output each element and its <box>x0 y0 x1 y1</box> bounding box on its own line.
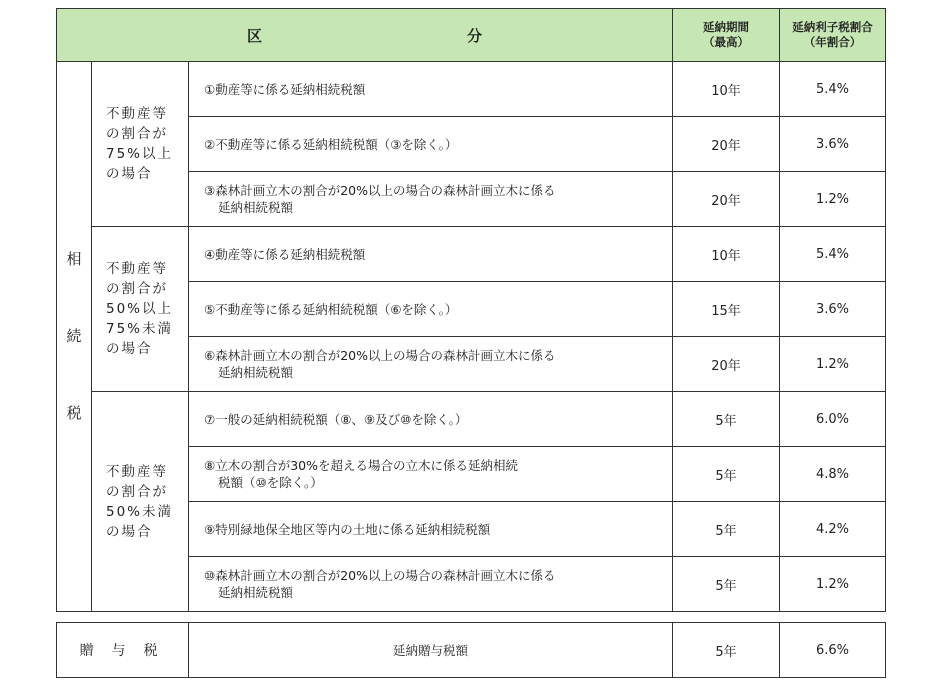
group-label-line: 50%以上 <box>106 301 174 317</box>
row-desc <box>189 502 673 557</box>
row-desc <box>189 117 673 172</box>
gap-cell <box>57 612 886 623</box>
row-period: 5年 <box>673 447 780 502</box>
table-gap <box>57 612 886 623</box>
group-label-line: の場合 <box>106 523 153 540</box>
group-label-line: の場合 <box>106 166 153 182</box>
row-desc <box>189 447 673 502</box>
group-label-50-75 <box>92 227 189 392</box>
row-period: 20年 <box>673 117 780 172</box>
header-rate-line2: （年割合） <box>803 35 862 49</box>
inheritance-char-1: 相 <box>66 250 82 268</box>
row-desc-line1: ⑦一般の延納相続税額（⑧、⑨及び⑩を除く。） <box>204 411 468 427</box>
row-desc-line1: ⑥森林計画立木の割合が20%以上の場合の森林計画立木に係る <box>204 348 556 363</box>
group-label-line: 50%未満 <box>106 503 174 520</box>
row-rate: 5.4% <box>780 62 886 117</box>
group-label-line: 不動産等 <box>106 261 168 277</box>
row-desc-line2: 延納相続税額 <box>218 200 294 215</box>
row-rate: 6.0% <box>780 392 886 447</box>
row-period: 10年 <box>673 62 780 117</box>
group-label-line: の割合が <box>106 483 168 500</box>
table-row <box>57 392 886 447</box>
row-rate: 3.6% <box>780 117 886 172</box>
group-label-75-over <box>92 62 189 227</box>
row-desc-line1: ③森林計画立木の割合が20%以上の場合の森林計画立木に係る <box>204 183 556 198</box>
row-period: 5年 <box>673 502 780 557</box>
header-period-line1: 延納期間 <box>703 20 750 34</box>
row-desc-line2: 延納相続税額 <box>218 585 294 600</box>
inheritance-char-2: 続 <box>66 327 82 345</box>
row-rate: 1.2% <box>780 557 886 612</box>
row-rate: 1.2% <box>780 337 886 392</box>
row-rate: 1.2% <box>780 172 886 227</box>
row-period: 20年 <box>673 337 780 392</box>
row-desc <box>189 337 673 392</box>
row-rate: 4.8% <box>780 447 886 502</box>
inheritance-tax-label <box>57 62 92 612</box>
row-desc <box>189 172 673 227</box>
tax-deferral-table <box>56 8 886 678</box>
row-desc-line1: ⑧立木の割合が30%を超える場合の立木に係る延納相続 <box>204 458 518 473</box>
row-desc-line1: ①動産等に係る延納相続税額 <box>204 81 366 97</box>
gift-tax-label: 贈与税 <box>57 623 189 678</box>
group-label-line: の割合が <box>106 281 168 297</box>
row-rate: 5.4% <box>780 227 886 282</box>
gift-tax-period: 5年 <box>673 623 780 678</box>
row-desc-line1: ⑨特別緑地保全地区等内の土地に係る延納相続税額 <box>204 521 491 537</box>
header-division-left: 区 <box>246 26 262 45</box>
group-label-line: 75%以上 <box>106 146 174 162</box>
row-period: 5年 <box>673 557 780 612</box>
inheritance-char-3: 税 <box>66 404 82 422</box>
header-division <box>57 9 673 62</box>
gift-tax-row <box>57 623 886 678</box>
row-desc-line1: ⑤不動産等に係る延納相続税額（⑥を除く。） <box>204 301 458 317</box>
table-row <box>57 227 886 282</box>
header-division-right: 分 <box>467 26 483 45</box>
gift-tax-rate: 6.6% <box>780 623 886 678</box>
row-desc-line1: ⑩森林計画立木の割合が20%以上の場合の森林計画立木に係る <box>204 568 556 583</box>
group-label-line: の割合が <box>106 126 168 142</box>
row-desc-line2: 税額（⑩を除く。） <box>218 475 323 490</box>
table-header <box>57 9 886 62</box>
row-desc <box>189 557 673 612</box>
group-label-50-under <box>92 392 189 612</box>
row-period: 20年 <box>673 172 780 227</box>
group-label-line: 75%未満 <box>106 321 174 337</box>
group-label-line: 不動産等 <box>106 463 168 480</box>
row-desc <box>189 62 673 117</box>
group-label-line: 不動産等 <box>106 106 168 122</box>
header-period-line2: （最高） <box>703 35 750 49</box>
row-desc-line1: ②不動産等に係る延納相続税額（③を除く。） <box>204 136 458 152</box>
row-desc <box>189 392 673 447</box>
header-period <box>673 9 780 62</box>
header-rate <box>780 9 886 62</box>
row-period: 10年 <box>673 227 780 282</box>
table-row <box>57 62 886 117</box>
group-label-line: の場合 <box>106 341 153 357</box>
header-rate-line1: 延納利子税割合 <box>792 20 873 34</box>
row-rate: 4.2% <box>780 502 886 557</box>
row-desc <box>189 227 673 282</box>
row-period: 15年 <box>673 282 780 337</box>
row-period: 5年 <box>673 392 780 447</box>
gift-tax-desc: 延納贈与税額 <box>189 623 673 678</box>
row-desc-line2: 延納相続税額 <box>218 365 294 380</box>
row-desc <box>189 282 673 337</box>
row-rate: 3.6% <box>780 282 886 337</box>
row-desc-line1: ④動産等に係る延納相続税額 <box>204 246 366 262</box>
